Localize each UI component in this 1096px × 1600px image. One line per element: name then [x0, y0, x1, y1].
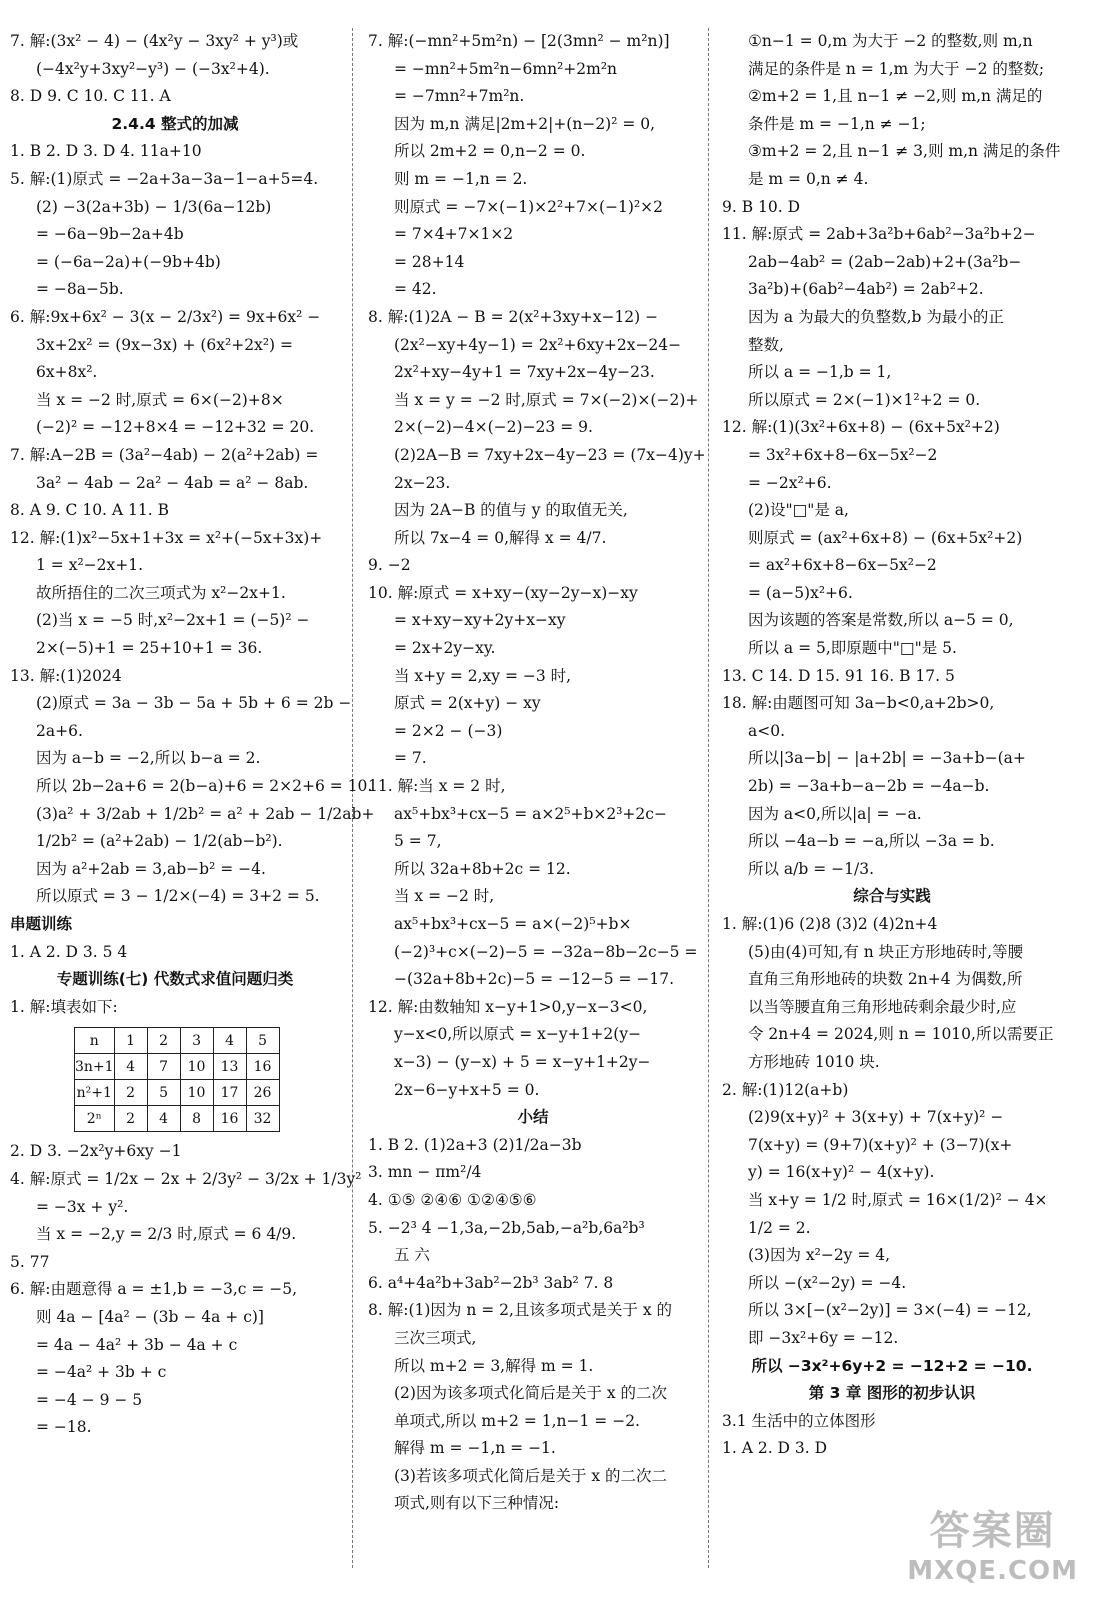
answer-column-3	[722, 28, 1062, 1463]
answer-line: 当 x+y = 2,xy = −3 时,	[394, 666, 572, 685]
table-cell: 5	[147, 1080, 180, 1106]
answer-line: 12. 解:(1)x²−5x+1+3x = x²+(−5x+3x)+	[10, 528, 323, 547]
table-cell: 8	[180, 1106, 213, 1132]
answer-line: 3.1 生活中的立体图形	[722, 1411, 876, 1430]
answer-line: (3)因为 x²−2y = 4,	[748, 1246, 891, 1265]
answer-line: 项式,则有以下三种情况:	[394, 1494, 560, 1513]
answer-line: (−4x²y+3xy²−y³) − (−3x²+4).	[36, 59, 270, 78]
answer-line: = −2x²+6.	[748, 473, 832, 492]
answer-line: (2)因为该多项式化简后是关于 x 的二次	[394, 1384, 668, 1403]
answer-line: 因为 a 为最大的负整数,b 为最小的正	[748, 307, 1004, 326]
answer-line: 7(x+y) = (9+7)(x+y)² + (3−7)(x+	[748, 1135, 1013, 1154]
watermark-url: MXQE.COM	[907, 1556, 1078, 1586]
answer-line: a<0.	[748, 721, 786, 740]
answer-line: = (−6a−2a)+(−9b+4b)	[36, 252, 221, 271]
answer-line: 所以 m+2 = 3,解得 m = 1.	[394, 1356, 594, 1375]
answer-line: 所以 −4a−b = −a,所以 −3a = b.	[748, 832, 995, 851]
answer-line: 6. a⁴+4a²b+3ab²−2b³ 3ab² 7. 8	[368, 1273, 614, 1292]
answer-line: 所以 −(x²−2y) = −4.	[748, 1273, 907, 1292]
table-row	[75, 1054, 280, 1080]
answer-line: ③m+2 = 2,且 n−1 ≠ 3,则 m,n 满足的条件	[748, 142, 1061, 161]
answer-line: 1/2 = 2.	[748, 1218, 811, 1237]
table-cell: 1	[114, 1028, 147, 1054]
answer-line: 2. 解:(1)12(a+b)	[722, 1080, 849, 1099]
answer-line: = (a−5)x²+6.	[748, 583, 853, 602]
answer-line: 2x²+xy−4y+1 = 7xy+2x−4y−23.	[394, 363, 655, 382]
answer-line: ax⁵+bx³+cx−5 = a×2⁵+b×2³+2c−	[394, 804, 667, 823]
answer-line: 6. 解:由题意得 a = ±1,b = −3,c = −5,	[10, 1280, 298, 1299]
answer-line: 1. 解:填表如下:	[10, 997, 118, 1016]
table-cell: 4	[147, 1106, 180, 1132]
table-cell: 10	[180, 1054, 213, 1080]
answer-line: 2x−6−y+x+5 = 0.	[394, 1080, 540, 1099]
table-cell: 17	[213, 1080, 246, 1106]
answer-column-2	[368, 28, 706, 1518]
answer-line: 5. 77	[10, 1252, 50, 1271]
answer-line: 7. 解:A−2B = (3a²−4ab) − 2(a²+2ab) =	[10, 445, 319, 464]
table-row	[75, 1080, 280, 1106]
answer-line: 因为 2A−B 的值与 y 的取值无关,	[394, 501, 628, 520]
answer-line: = 28+14	[394, 252, 465, 271]
answer-line: (2x²−xy+4y−1) = 2x²+6xy+2x−24−	[394, 335, 682, 354]
answer-line: 是 m = 0,n ≠ 4.	[748, 169, 869, 188]
value-table	[74, 1027, 280, 1132]
answer-line: ②m+2 = 1,且 n−1 ≠ −2,则 m,n 满足的	[748, 87, 1043, 106]
answer-line: 8. A 9. C 10. A 11. B	[10, 501, 170, 520]
answer-line: 4. ①⑤ ②④⑥ ①②④⑤⑥	[368, 1190, 537, 1209]
answer-line: 所以 7x−4 = 0,解得 x = 4/7.	[394, 528, 607, 547]
answer-line: = 7.	[394, 749, 427, 768]
answer-line: 5 = 7,	[394, 832, 442, 851]
answer-line: = −18.	[36, 1418, 92, 1437]
answer-line: 单项式,所以 m+2 = 1,n−1 = −2.	[394, 1411, 640, 1430]
answer-line: 5. −2³ 4 −1,3a,−2b,5ab,−a²b,6a²b³	[368, 1218, 645, 1237]
answer-line: 因为该题的答案是常数,所以 a−5 = 0,	[748, 611, 1014, 630]
answer-line: = 2x+2y−xy.	[394, 639, 496, 658]
answer-line: 条件是 m = −1,n ≠ −1;	[748, 114, 926, 133]
table-cell: 2	[114, 1080, 147, 1106]
answer-line: 8. D 9. C 10. C 11. A	[10, 87, 171, 106]
answer-line: (3)若该多项式化简后是关于 x 的二次二	[394, 1466, 668, 1485]
answer-line: = −6a−9b−2a+4b	[36, 225, 184, 244]
answer-line: 五 六	[394, 1246, 430, 1265]
answer-line: ax⁵+bx³+cx−5 = a×(−2)⁵+b×	[394, 915, 632, 933]
answer-line: 3a² − 4ab − 2a² − 4ab = a² − 8ab.	[36, 473, 309, 492]
answer-line: 1 = x²−2x+1.	[36, 556, 144, 575]
answer-line: 解得 m = −1,n = −1.	[394, 1439, 556, 1458]
answer-line: (5)由(4)可知,有 n 块正方形地砖时,等腰	[748, 942, 1024, 961]
table-row	[75, 1028, 280, 1054]
answer-line: (2)设"□"是 a,	[748, 501, 849, 520]
answer-line: 以当等腰直角三角形地砖剩余最少时,应	[748, 997, 1017, 1016]
table-cell: 16	[213, 1106, 246, 1132]
answer-line: 9. B 10. D	[722, 197, 801, 216]
answer-line: 所以|3a−b| − |a+2b| = −3a+b−(a+	[748, 749, 1026, 768]
answer-line: 即 −3x²+6y = −12.	[748, 1328, 899, 1347]
answer-line: 整数,	[748, 335, 784, 354]
answer-line: = 3x²+6x+8−6x−5x²−2	[748, 445, 938, 464]
answer-line: (−2)³+c×(−2)−5 = −32a−8b−2c−5 =	[394, 942, 698, 961]
answer-line: 当 x = −2 时,原式 = 6×(−2)+8×	[36, 390, 284, 409]
answer-line: 2. D 3. −2x²y+6xy −1	[10, 1142, 182, 1161]
table-cell: 2ⁿ	[75, 1106, 115, 1132]
answer-line: x−3) − (y−x) + 5 = x−y+1+2y−	[394, 1052, 651, 1071]
answer-line: 则原式 = (ax²+6x+8) − (6x+5x²+2)	[748, 528, 1023, 547]
table-cell: 2	[147, 1028, 180, 1054]
answer-line: 所以 2b−2a+6 = 2(b−a)+6 = 2×2+6 = 10.	[36, 777, 373, 796]
section-heading: 综合与实践	[853, 887, 931, 906]
answer-line: 2a+6.	[36, 721, 83, 740]
answer-line: (2)原式 = 3a − 3b − 5a + 5b + 6 = 2b −	[36, 694, 352, 713]
answer-line: 1. B 2. (1)2a+3 (2)1/2a−3b	[368, 1135, 582, 1154]
table-cell: n	[75, 1028, 115, 1054]
table-cell: 4	[114, 1054, 147, 1080]
answer-line: 6x+8x².	[36, 363, 98, 382]
answer-line: 1. 解:(1)6 (2)8 (3)2 (4)2n+4	[722, 915, 938, 933]
answer-line: = 4a − 4a² + 3b − 4a + c	[36, 1335, 238, 1354]
answer-line: 当 x = −2 时,	[394, 887, 495, 906]
answer-line: 3x+2x² = (9x−3x) + (6x²+2x²) =	[36, 335, 294, 354]
table-cell: n²+1	[75, 1080, 115, 1106]
answer-line: 三次三项式,	[394, 1328, 477, 1347]
answer-line: (−2)² = −12+8×4 = −12+32 = 20.	[36, 418, 315, 437]
table-cell: 10	[180, 1080, 213, 1106]
answer-line: = −4 − 9 − 5	[36, 1390, 143, 1409]
answer-line: 2ab−4ab² = (2ab−2ab)+2+(3a²b−	[748, 252, 1022, 271]
site-watermark	[907, 1499, 1078, 1586]
answer-line: (2)当 x = −5 时,x²−2x+1 = (−5)² −	[36, 611, 310, 630]
answer-line: = 2×2 − (−3)	[394, 721, 503, 740]
answer-line: (2)2A−B = 7xy+2x−4y−23 = (7x−4)y+	[394, 445, 706, 464]
answer-line: 所以 32a+8b+2c = 12.	[394, 859, 571, 878]
answer-line: = x+xy−xy+2y+x−xy	[394, 611, 566, 630]
answer-line: 所以 a/b = −1/3.	[748, 859, 875, 878]
answer-line: 所以原式 = 3 − 1/2×(−4) = 3+2 = 5.	[36, 887, 320, 906]
answer-line: 因为 a²+2ab = 3,ab−b² = −4.	[36, 859, 266, 878]
answer-line: 12. 解:由数轴知 x−y+1>0,y−x−3<0,	[368, 997, 648, 1016]
answer-line: = 42.	[394, 280, 437, 299]
answer-line: 所以 a = −1,b = 1,	[748, 363, 892, 382]
answer-line: 6. 解:9x+6x² − 3(x − 2/3x²) = 9x+6x² −	[10, 307, 321, 326]
answer-line: 1/2b² = (a²+2ab) − 1/2(ab−b²).	[36, 832, 283, 851]
answer-line: 10. 解:原式 = x+xy−(xy−2y−x)−xy	[368, 583, 638, 602]
answer-line: 所以 a = 5,即原题中"□"是 5.	[748, 639, 957, 658]
answer-line: (3)a² + 3/2ab + 1/2b² = a² + 2ab − 1/2ab+	[36, 804, 375, 823]
answer-line: 令 2n+4 = 2024,则 n = 1010,所以需要正	[748, 1025, 1054, 1044]
answer-line: 2b) = −3a+b−a−2b = −4a−b.	[748, 777, 990, 796]
watermark-logo-text: 答案圈	[929, 1508, 1056, 1554]
answer-line: 8. 解:(1)2A − B = 2(x²+3xy+x−12) −	[368, 307, 659, 326]
answer-line: 11. 解:原式 = 2ab+3a²b+6ab²−3a²b+2−	[722, 225, 1036, 244]
answer-line: 方形地砖 1010 块.	[748, 1052, 880, 1071]
answer-line: 12. 解:(1)(3x²+6x+8) − (6x+5x²+2)	[722, 418, 1000, 437]
answer-line: 因为 a−b = −2,所以 b−a = 2.	[36, 749, 261, 768]
table-cell: 13	[213, 1054, 246, 1080]
table-cell: 5	[246, 1028, 279, 1054]
answer-line: 2×(−5)+1 = 25+10+1 = 36.	[36, 639, 263, 658]
answer-line: y−x<0,所以原式 = x−y+1+2(y−	[394, 1025, 642, 1044]
answer-line: 5. 解:(1)原式 = −2a+3a−3a−1−a+5=4.	[10, 169, 319, 188]
answer-line: 3. mn − πm²/4	[368, 1163, 482, 1182]
answer-line: 9. −2	[368, 556, 411, 575]
section-heading: 串题训练	[10, 915, 73, 933]
answer-line: 所以 2m+2 = 0,n−2 = 0.	[394, 142, 586, 161]
answer-line: 1. A 2. D 3. 5 4	[10, 942, 128, 961]
table-cell: 26	[246, 1080, 279, 1106]
answer-line: y) = 16(x+y)² − 4(x+y).	[748, 1163, 935, 1182]
answer-line: 7. 解:(−mn²+5m²n) − [2(3mn² − m²n)]	[368, 32, 670, 50]
table-cell: 16	[246, 1054, 279, 1080]
answer-line: 2×(−2)−4×(−2)−23 = 9.	[394, 418, 593, 437]
answer-line: 11. 解:当 x = 2 时,	[368, 777, 506, 796]
answer-line: 所以 3×[−(x²−2y)] = 3×(−4) = −12,	[748, 1301, 1032, 1320]
section-heading: 小结	[517, 1108, 549, 1127]
answer-column-1	[10, 28, 375, 1442]
answer-line: = −8a−5b.	[36, 280, 124, 299]
answer-line: 则 m = −1,n = 2.	[394, 169, 528, 188]
answer-line: 1. B 2. D 3. D 4. 11a+10	[10, 142, 202, 161]
answer-line: = ax²+6x+8−6x−5x²−2	[748, 556, 937, 575]
table-cell: 7	[147, 1054, 180, 1080]
answer-line: = −3x + y².	[36, 1197, 129, 1216]
answer-line: 13. C 14. D 15. 91 16. B 17. 5	[722, 666, 955, 685]
answer-line: 8. 解:(1)因为 n = 2,且该多项式是关于 x 的	[368, 1301, 673, 1320]
answer-line: = −7mn²+7m²n.	[394, 87, 525, 106]
answer-line: ①n−1 = 0,m 为大于 −2 的整数,则 m,n	[748, 32, 1033, 50]
answer-line: −(32a+8b+2c)−5 = −12−5 = −17.	[394, 970, 675, 989]
chapter-heading: 所以 −3x²+6y+2 = −12+2 = −10.	[751, 1356, 1033, 1375]
answer-line: = −4a² + 3b + c	[36, 1363, 167, 1382]
answer-line: (2) −3(2a+3b) − 1/3(6a−12b)	[36, 197, 272, 216]
answer-line: 7. 解:(3x² − 4) − (4x²y − 3xy² + y³)或	[10, 32, 299, 50]
answer-line: 因为 m,n 满足|2m+2|+(n−2)² = 0,	[394, 114, 656, 133]
answer-line: 则 4a − [4a² − (3b − 4a + c)]	[36, 1307, 264, 1326]
table-cell: 4	[213, 1028, 246, 1054]
answer-line: 13. 解:(1)2024	[10, 666, 122, 685]
answer-line: 原式 = 2(x+y) − xy	[394, 694, 541, 713]
section-heading: 专题训练(七) 代数式求值问题归类	[56, 970, 294, 989]
answer-line: 2x−23.	[394, 473, 451, 492]
answer-line: 当 x = −2,y = 2/3 时,原式 = 6 4/9.	[36, 1225, 297, 1244]
answer-line: 当 x+y = 1/2 时,原式 = 16×(1/2)² − 4×	[748, 1190, 1048, 1209]
table-cell: 32	[246, 1106, 279, 1132]
answer-line: (2)9(x+y)² + 3(x+y) + 7(x+y)² −	[748, 1108, 1004, 1127]
column-divider	[708, 28, 709, 1568]
section-heading: 第 3 章 图形的初步认识	[808, 1384, 976, 1403]
answer-line: 4. 解:原式 = 1/2x − 2x + 2/3y² − 3/2x + 1/3y²	[10, 1169, 362, 1188]
answer-line: 因为 a<0,所以|a| = −a.	[748, 804, 922, 823]
answer-line: = −mn²+5m²n−6mn²+2m²n	[394, 59, 618, 78]
answer-line: 所以原式 = 2×(−1)×1²+2 = 0.	[748, 390, 981, 409]
answer-line: 1. A 2. D 3. D	[722, 1439, 828, 1458]
answer-line: 18. 解:由题图可知 3a−b<0,a+2b>0,	[722, 694, 995, 713]
section-heading: 2.4.4 整式的加减	[111, 114, 239, 133]
table-row	[75, 1106, 280, 1132]
answer-line: 故所捂住的二次三项式为 x²−2x+1.	[36, 583, 286, 602]
table-cell: 2	[114, 1106, 147, 1132]
answer-line: 当 x = y = −2 时,原式 = 7×(−2)×(−2)+	[394, 390, 699, 409]
answer-line: 则原式 = −7×(−1)×2²+7×(−1)²×2	[394, 197, 664, 216]
table-cell: 3n+1	[75, 1054, 115, 1080]
answer-line: 满足的条件是 n = 1,m 为大于 −2 的整数;	[748, 59, 1045, 78]
answer-line: 3a²b)+(6ab²−4ab²) = 2ab²+2.	[748, 280, 984, 299]
table-cell: 3	[180, 1028, 213, 1054]
answer-line: 直角三角形地砖的块数 2n+4 为偶数,所	[748, 970, 1023, 989]
answer-line: = 7×4+7×1×2	[394, 225, 514, 244]
